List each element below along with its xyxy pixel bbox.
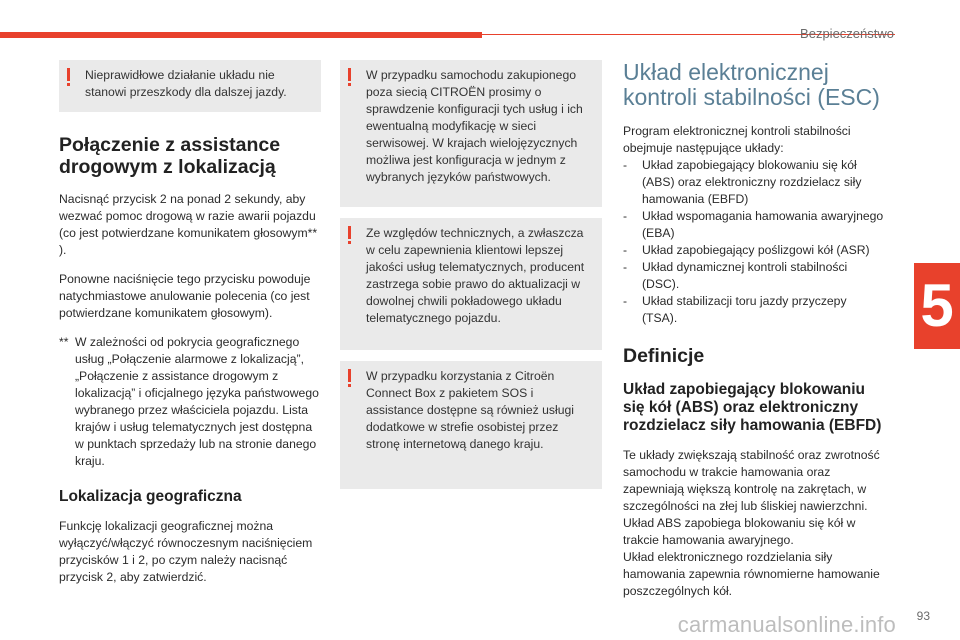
list-item (623, 157, 885, 208)
info-box (340, 218, 602, 350)
header-accent-bar (0, 32, 482, 38)
page-number: 93 (916, 609, 930, 623)
list-item-text: Układ zapobiegający poślizgowi kół (ASR) (642, 243, 870, 257)
list-dash: - (623, 158, 628, 172)
info-text: W przypadku samochodu zakupionego poza siecią CITROËN prosimy o sprawdzenie konfiguracji tych usług i ich ewentualną modyfikację w sieci serwisowej. W krajach wielojęzycznych możliwa jest konfiguracja w jednym z wybranych języków państwowych. (366, 68, 583, 184)
info-box (59, 60, 321, 112)
paragraph: Funkcję lokalizacji geograficznej można wyłączyć/włączyć równoczesnym naciśnięciem przycisków 1 i 2, po czym należy nacisnąć przycisk 2, aby zatwierdzić. (59, 519, 313, 584)
info-icon-dot (348, 384, 351, 387)
info-icon-dot (348, 83, 351, 86)
column-right (623, 60, 885, 600)
info-box (340, 361, 602, 489)
heading-assistance: Połączenie z assistance drogowym z lokalizacją (59, 134, 281, 178)
list-item (623, 293, 885, 327)
heading-abs: Układ zapobiegający blokowaniu się kół (ABS) oraz elektroniczny rozdzielacz siły hamowania (EBFD) (623, 381, 882, 434)
heading-esc: Układ elektronicznej kontroli stabilności (ESC) (623, 59, 880, 110)
info-box (340, 60, 602, 207)
info-icon (348, 68, 351, 81)
list-dash: - (623, 294, 628, 308)
paragraph: Program elektronicznej kontroli stabilności obejmuje następujące układy: (623, 124, 851, 155)
info-icon (348, 369, 351, 382)
list-item (623, 242, 885, 259)
info-text: W przypadku korzystania z Citroën Connect Box z pakietem SOS i assistance dostępne są również usługi dodatkowe w strefie osobistej przez stronę internetową danego kraju. (366, 369, 574, 451)
info-icon (67, 68, 70, 81)
info-text: Nieprawidłowe działanie układu nie stanowi przeszkody dla dalszej jazdy. (85, 68, 287, 99)
paragraph: Nacisnąć przycisk 2 na ponad 2 sekundy, aby wezwać pomoc drogową w razie awarii pojazdu (co jest potwierdzane komunikatem głosowym** ). (59, 192, 318, 257)
esc-list (623, 157, 885, 327)
list-dash: - (623, 209, 628, 223)
column-left (59, 60, 321, 586)
watermark: carmanualsonline.info (677, 612, 896, 637)
list-item-text: Układ zapobiegający blokowaniu się kół (ABS) oraz elektroniczny rozdzielacz siły hamowania (EBFD) (642, 158, 862, 206)
info-icon-dot (67, 83, 70, 86)
column-middle (340, 60, 602, 489)
list-dash: - (623, 260, 628, 274)
footnote-text: W zależności od pokrycia geograficznego usług „Połączenie alarmowe z lokalizacją”, „Połączenie z assistance drogowym z lokalizacją” i oficjalnego języka państwowego wybranego przez właściciela pojazdu. Lista krajów i usług telematycznych jest dostępna w punktach sprzedaży lub na stronie danego kraju. (75, 335, 319, 468)
list-item (623, 208, 885, 242)
heading-definitions: Definicje (623, 345, 705, 367)
chapter-tab: 5 (914, 263, 960, 349)
heading-geo: Lokalizacja geograficzna (59, 488, 242, 505)
footnote-mark: ** (59, 335, 69, 349)
list-item-text: Układ wspomagania hamowania awaryjnego (EBA) (642, 209, 884, 240)
info-icon-dot (348, 241, 351, 244)
info-text: Ze względów technicznych, a zwłaszcza w celu zapewnienia klientowi lepszej jakości usług telematycznych, producent zastrzega sobie prawo do aktualizacji w dowolnej chwili pokładowego układu telematycznego pojazdu. (366, 226, 585, 325)
list-item-text: Układ stabilizacji toru jazdy przyczepy (TSA). (642, 294, 847, 325)
footnote (59, 334, 321, 470)
list-item-text: Układ dynamicznej kontroli stabilności (DSC). (642, 260, 848, 291)
paragraph: Ponowne naciśnięcie tego przycisku powoduje natychmiastowe anulowanie polecenia (co jest potwierdzane komunikatem głosowym). (59, 272, 311, 320)
list-dash: - (623, 243, 628, 257)
section-title: Bezpieczeństwo (800, 26, 894, 41)
list-item (623, 259, 885, 293)
paragraph: Te układy zwiększają stabilność oraz zwrotność samochodu w trakcie hamowania oraz zapewniają większą kontrolę na zakrętach, w szczególności na złej lub śliskiej nawierzchni. Układ ABS zapobiega blokowaniu się kół w trakcie hamowania awaryjnego. Układ elektronicznego rozdzielania siły hamowania zapewnia równomierne hamowanie poszczególnych kół. (623, 448, 880, 598)
info-icon (348, 226, 351, 239)
